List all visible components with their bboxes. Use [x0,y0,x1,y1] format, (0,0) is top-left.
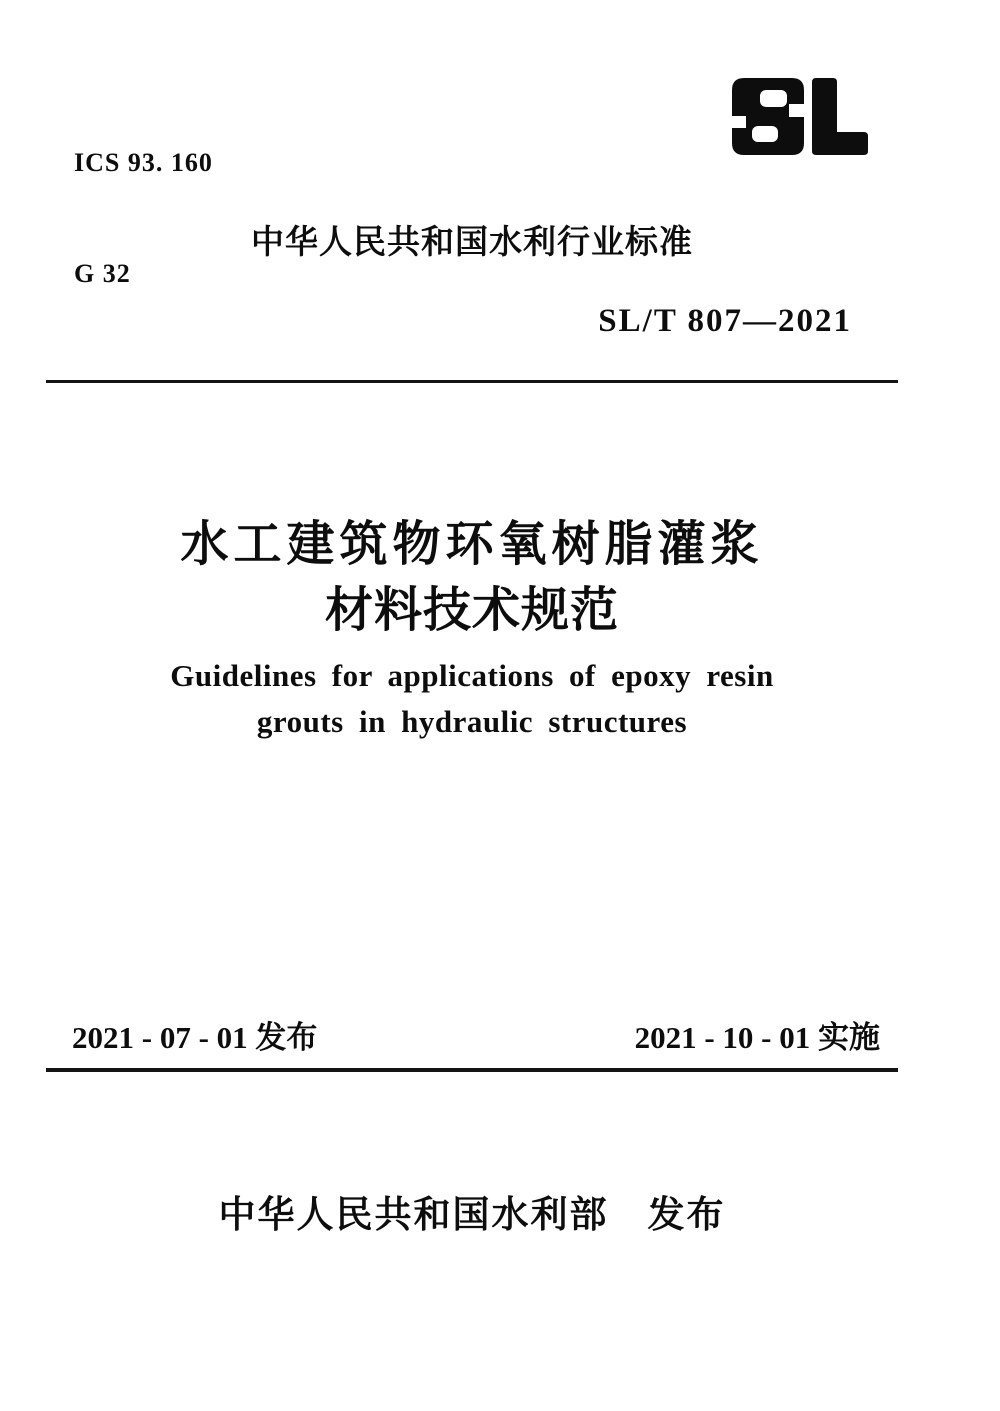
issue-date: 2021 - 07 - 01 发布 [72,1020,318,1055]
publisher: 中华人民共和国水利部 发布 [218,1194,726,1235]
title-en-line1: Guidelines for applications of epoxy resin [170,658,774,693]
title-cn-line2: 材料技术规范 [324,584,619,637]
date-row [46,1012,898,1057]
title-en-line2: grouts in hydraulic structures [256,704,688,739]
sl-logo [732,78,868,155]
top-rule [46,380,898,383]
doc-class-code: G 32 [74,259,131,288]
implement-date: 2021 - 10 - 01 实施 [634,1020,880,1055]
standard-number: SL/T 807—2021 [598,303,852,339]
title-cn-line1: 水工建筑物环氧树脂灌浆 [180,518,764,571]
ics-code: ICS 93. 160 [74,148,213,177]
title-en [46,653,898,745]
sl-logo-graphic [732,78,868,155]
standard-type-heading: 中华人民共和国水利行业标准 [251,223,693,260]
bottom-rule [46,1068,898,1072]
title-cn [46,512,898,644]
